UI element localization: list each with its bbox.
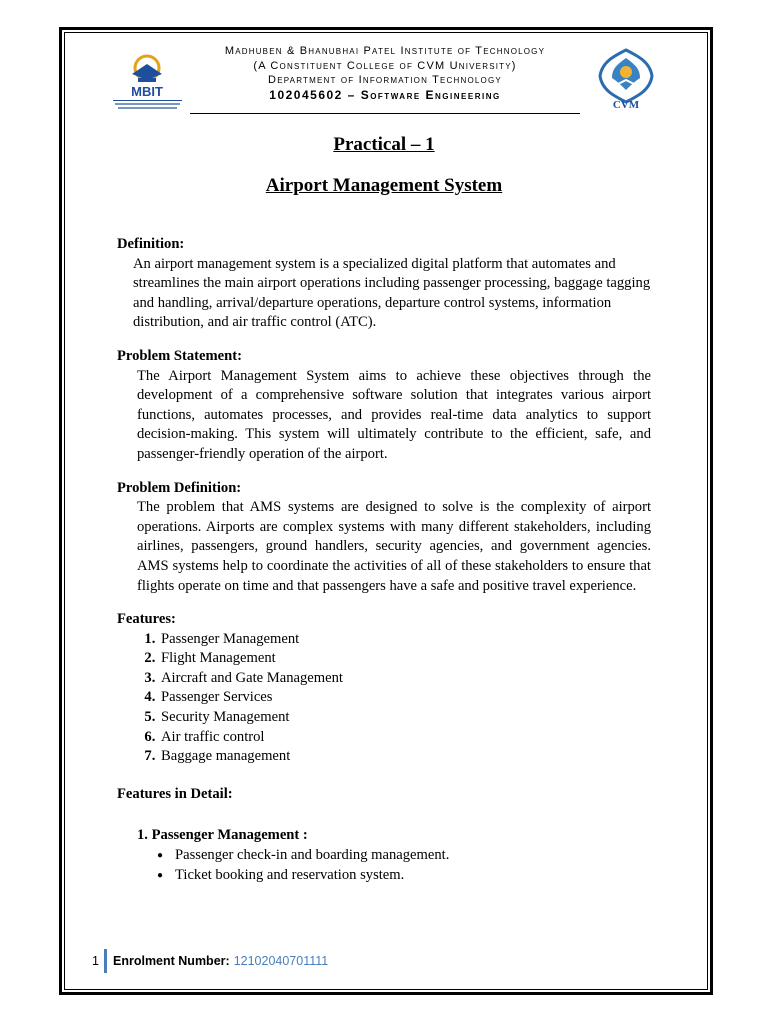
feature-item: 7. Baggage management (159, 747, 651, 767)
practical-title: Practical – 1 (333, 134, 435, 155)
header-rule (190, 113, 580, 114)
department-name: Department of Information Technology (268, 74, 502, 86)
document-body (117, 235, 651, 885)
problem-statement-heading: Problem Statement: (117, 347, 242, 364)
passenger-management-subheading (117, 826, 651, 846)
definition-text: An airport management system is a specialized digital platform that automates and streamlines the main airport operations including passenger processing, baggage tagging and handling, arrival/departure operations, departure control systems, information distribution, and air traffic control (ATC). (133, 255, 651, 331)
mbit-logo-text: MBIT (131, 84, 163, 99)
bullet-item: ● Ticket booking and reservation system. (175, 866, 651, 886)
cvm-university-logo (594, 46, 658, 110)
feature-item: 3. Aircraft and Gate Management (159, 669, 651, 689)
feature-item: 4. Passenger Services (159, 688, 651, 708)
bullet-item: ● Passenger check-in and boarding management. (175, 846, 651, 866)
enrolment-number: 12102040701111 (233, 954, 329, 968)
subheading-text: Passenger Management : (151, 827, 308, 844)
enrolment-label: Enrolment Number: (113, 954, 230, 968)
mbit-logo (110, 52, 185, 112)
feature-item: 2. Flight Management (159, 649, 651, 669)
constituent-college: (A Constituent College of CVM University) (253, 59, 517, 72)
feature-item: 1. Passenger Management (159, 630, 651, 650)
subheading-number: 1. (137, 827, 148, 844)
problem-definition-heading: Problem Definition: (117, 479, 242, 496)
cvm-logo-text: CVM (612, 99, 640, 110)
features-detail-heading: Features in Detail: (117, 785, 233, 802)
page-footer (92, 948, 328, 974)
feature-item: 6. Air traffic control (159, 728, 651, 748)
features-list (117, 630, 651, 767)
feature-item: 5. Security Management (159, 708, 651, 728)
institute-header-text (190, 44, 580, 102)
problem-statement-text: The Airport Management System aims to achieve these objectives through the development of a comprehensive software solution that integrates various airport functions, automates processes, and provides real-time data analytics to support decision-making. This system will ultimately contribute to the efficient, safe, and passenger-friendly operation of the airport. (137, 367, 651, 462)
definition-heading: Definition: (117, 236, 185, 252)
institute-name: Madhuben & Bhanubhai Patel Institute of Technology (224, 45, 546, 57)
footer-divider (104, 949, 107, 973)
passenger-management-bullets (117, 846, 651, 885)
problem-definition-text: The problem that AMS systems are designed to solve is the complexity of airport operations. Airports are complex systems with many different stakeholders, including airlines, passengers, ground handlers, security agencies, and government agencies. AMS systems help to coordinate the activities of all of these stakeholders to ensure that flights operate on time and that passengers have a safe and positive travel experience. (137, 499, 651, 594)
document-header (110, 42, 670, 118)
page-number: 1 (92, 954, 99, 968)
subject-code: 102045602 – Software Engineering (269, 87, 501, 102)
topic-title: Airport Management System (265, 175, 503, 196)
features-heading: Features: (117, 611, 176, 628)
